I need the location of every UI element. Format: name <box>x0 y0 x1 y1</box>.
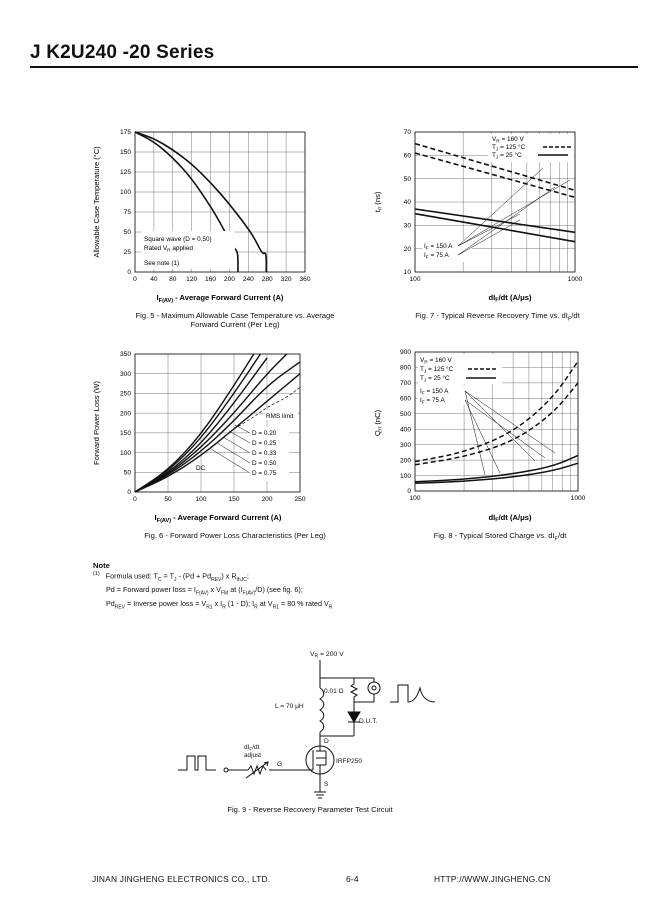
fig7-chart <box>370 120 610 310</box>
fig8-legend-t125: $T_J = 125$ °C <box>420 366 454 375</box>
y-tick-label: 200 <box>399 457 411 465</box>
fig8-chart <box>370 345 610 530</box>
note-line3: $Pd_{REV}$ = Inverse power loss = $V_{R1}$ x $I_R$ (1 - D); $I_R$ at $V_{R1} = 80$ % rated $V_R$ <box>106 598 333 611</box>
x-tick-label: 1000 <box>570 495 586 502</box>
x-tick-label: 250 <box>294 496 306 503</box>
y-tick-label: 900 <box>399 349 411 357</box>
fig7-caption: Fig. 7 - Typical Reverse Recovery Time vs. $dI_F/dt$ <box>415 311 580 323</box>
fig5-xlabel: $I_{F(AV)}$ - Average Forward Current (A) <box>156 293 284 304</box>
fig8-legend-t25: $T_J = 25$ °C <box>420 375 450 384</box>
x-tick-label: 160 <box>205 276 217 283</box>
x-tick-label: 1000 <box>567 276 583 283</box>
fig8-legend-if150: $I_F = 150$ A <box>420 388 449 397</box>
y-tick-label: 250 <box>119 390 131 398</box>
fig9-adjust-line2: adjust <box>244 752 262 759</box>
x-tick-label: 100 <box>409 276 421 283</box>
fig9-waveform-in <box>178 756 216 770</box>
fig5-caption-line2: Forward Current (Per Leg) <box>190 320 280 329</box>
x-tick-label: 200 <box>261 496 273 503</box>
fig9-d-label: D <box>324 738 329 745</box>
fig9-mosfet-label: IRFP250 <box>336 758 363 765</box>
fig6-duty-label: D = 0.25 <box>252 440 277 447</box>
fig9-shunt-label: 0.01 Ω <box>324 688 344 695</box>
x-tick-label: 280 <box>261 276 273 283</box>
fig7-legend-if150: $I_F = 150$ A <box>424 243 453 252</box>
y-tick-label: 0 <box>127 269 131 277</box>
y-tick-label: 125 <box>119 169 131 177</box>
fig6-duty-label: D = 0.20 <box>252 430 277 437</box>
fig8-legend-vr: $V_R = 160$ V <box>420 357 452 366</box>
x-tick-label: 360 <box>299 276 311 283</box>
y-tick-label: 350 <box>119 351 131 359</box>
y-tick-label: 60 <box>403 152 411 160</box>
fig9-caption: Fig. 9 - Reverse Recovery Parameter Test Circuit <box>227 805 393 814</box>
fig6-duty-label: D = 0.33 <box>252 450 277 457</box>
note-block <box>93 561 332 613</box>
y-tick-label: 10 <box>403 269 411 277</box>
fig8-legend-if75: $I_F = 75$ A <box>420 397 445 406</box>
x-tick-label: 100 <box>195 496 207 503</box>
x-tick-label: 0 <box>133 276 137 283</box>
fig8-ylabel: Qrr(nC) <box>373 409 384 437</box>
footer-url[interactable]: HTTP://WWW.JINGHENG.CN <box>434 874 551 884</box>
y-tick-label: 100 <box>119 449 131 457</box>
fig6-ylabel: Forward Power Loss (W) <box>92 381 101 465</box>
y-tick-label: 400 <box>399 426 411 434</box>
y-tick-label: 50 <box>123 229 131 237</box>
fig8-leaders <box>465 391 555 475</box>
fig7-leaders <box>458 168 570 255</box>
fig9-inductor-label: L = 70 μH <box>275 703 304 710</box>
fig9-input-node <box>224 768 228 772</box>
x-tick-label: 150 <box>228 496 240 503</box>
fig5-ylabel: Allowable Case Temperature (°C) <box>92 146 101 258</box>
fig6-duty-label: D = 0.75 <box>252 470 277 477</box>
x-tick-label: 200 <box>223 276 235 283</box>
note-line1: $^{(1)}$ Formula used: $T_C = T_J - (Pd + Pd_{REV})$ x $R_{thJC}$; <box>93 571 249 584</box>
title-rule <box>30 66 638 68</box>
y-tick-label: 150 <box>119 149 131 157</box>
note-line2: Pd = Forward power loss = $I_{F(AV)}$ x $V_{FM}$ at $(I_{F(AV)}/D)$ (see fig. 6); <box>106 585 303 597</box>
y-tick-label: 70 <box>403 129 411 137</box>
y-tick-label: 0 <box>407 488 411 496</box>
fig9-g-label: G <box>277 761 283 768</box>
y-tick-label: 800 <box>399 364 411 372</box>
fig7-xlabel: dIF/dt (A/μs) <box>488 293 532 304</box>
fig6-duty-leader <box>223 437 250 453</box>
y-tick-label: 600 <box>399 395 411 403</box>
x-tick-label: 120 <box>186 276 198 283</box>
fig5-legend-line2: Rated $V_R$ applied <box>144 245 193 254</box>
fig9-waveform-out <box>390 685 435 702</box>
x-tick-label: 100 <box>409 495 421 502</box>
fig6-label-rms: RMS limit <box>266 413 294 420</box>
fig7-legend-t25: $T_J = 25$ °C <box>492 152 522 161</box>
fig7-legend-vr: $V_R = 160$ V <box>492 136 524 145</box>
x-tick-label: 320 <box>280 276 292 283</box>
fig6-duty-leader <box>235 425 250 433</box>
y-tick-label: 30 <box>403 222 411 230</box>
fig7-ylabel: trr(ns) <box>373 191 384 213</box>
fig5-legend-line3: See note (1) <box>144 260 180 267</box>
note-heading: Note <box>93 561 110 570</box>
fig6-duty-leader <box>217 443 250 463</box>
x-tick-label: 80 <box>169 276 177 283</box>
y-tick-label: 200 <box>119 410 131 418</box>
fig9-s-label: S <box>324 781 329 788</box>
fig9-adjust-line1: $dI_F/dt$ <box>244 744 260 753</box>
fig8-caption: Fig. 8 - Typical Stored Charge vs. $dI_F/dt$ <box>433 531 567 543</box>
x-tick-label: 50 <box>164 496 172 503</box>
fig7-legend-t125: $T_J = 125$ °C <box>492 144 526 153</box>
y-tick-label: 0 <box>127 489 131 497</box>
fig8-xlabel: dIF/dt (A/μs) <box>488 513 532 524</box>
x-tick-label: 240 <box>242 276 254 283</box>
fig6-caption: Fig. 6 - Forward Power Loss Characteristics (Per Leg) <box>144 531 326 540</box>
fig5-caption <box>85 311 385 329</box>
footer-company: JINAN JINGHENG ELECTRONICS CO., LTD. <box>92 874 271 884</box>
y-tick-label: 500 <box>399 410 411 418</box>
y-tick-label: 50 <box>403 175 411 183</box>
y-tick-label: 40 <box>403 199 411 207</box>
y-tick-label: 100 <box>399 472 411 480</box>
y-tick-label: 700 <box>399 380 411 388</box>
fig6-xlabel: $I_{F(AV)}$ - Average Forward Current (A) <box>154 513 282 524</box>
x-tick-label: 0 <box>133 496 137 503</box>
y-tick-label: 25 <box>123 249 131 257</box>
fig9-shunt <box>351 678 357 702</box>
fig5-chart <box>85 120 315 310</box>
y-tick-label: 100 <box>119 189 131 197</box>
fig9-vr-label: $V_R = 200$ V <box>310 651 344 660</box>
fig6-label-dc: DC <box>196 465 206 472</box>
fig9-dut-label: D.U.T. <box>359 718 378 725</box>
y-tick-label: 300 <box>119 370 131 378</box>
y-tick-label: 50 <box>123 469 131 477</box>
footer-page-number: 6-4 <box>346 874 359 884</box>
fig9-circuit <box>160 640 460 800</box>
fig6-chart <box>85 345 315 530</box>
page-title: J K2U240 -20 Series <box>30 42 215 63</box>
x-tick-label: 40 <box>150 276 158 283</box>
y-tick-label: 150 <box>119 430 131 438</box>
series-line <box>415 214 575 242</box>
y-tick-label: 20 <box>403 245 411 253</box>
fig7-legend-if75: $I_F = 75$ A <box>424 252 449 261</box>
fig5-caption-line1: Fig. 5 - Maximum Allowable Case Temperature vs. Average <box>135 311 335 320</box>
y-tick-label: 75 <box>123 209 131 217</box>
series-line <box>135 354 254 492</box>
fig9-probe <box>368 682 380 694</box>
fig6-duty-label: D = 0.50 <box>252 460 277 467</box>
fig5-legend-line1: Square wave (D = 0.50) <box>144 236 212 243</box>
y-tick-label: 300 <box>399 441 411 449</box>
y-tick-label: 175 <box>119 129 131 137</box>
